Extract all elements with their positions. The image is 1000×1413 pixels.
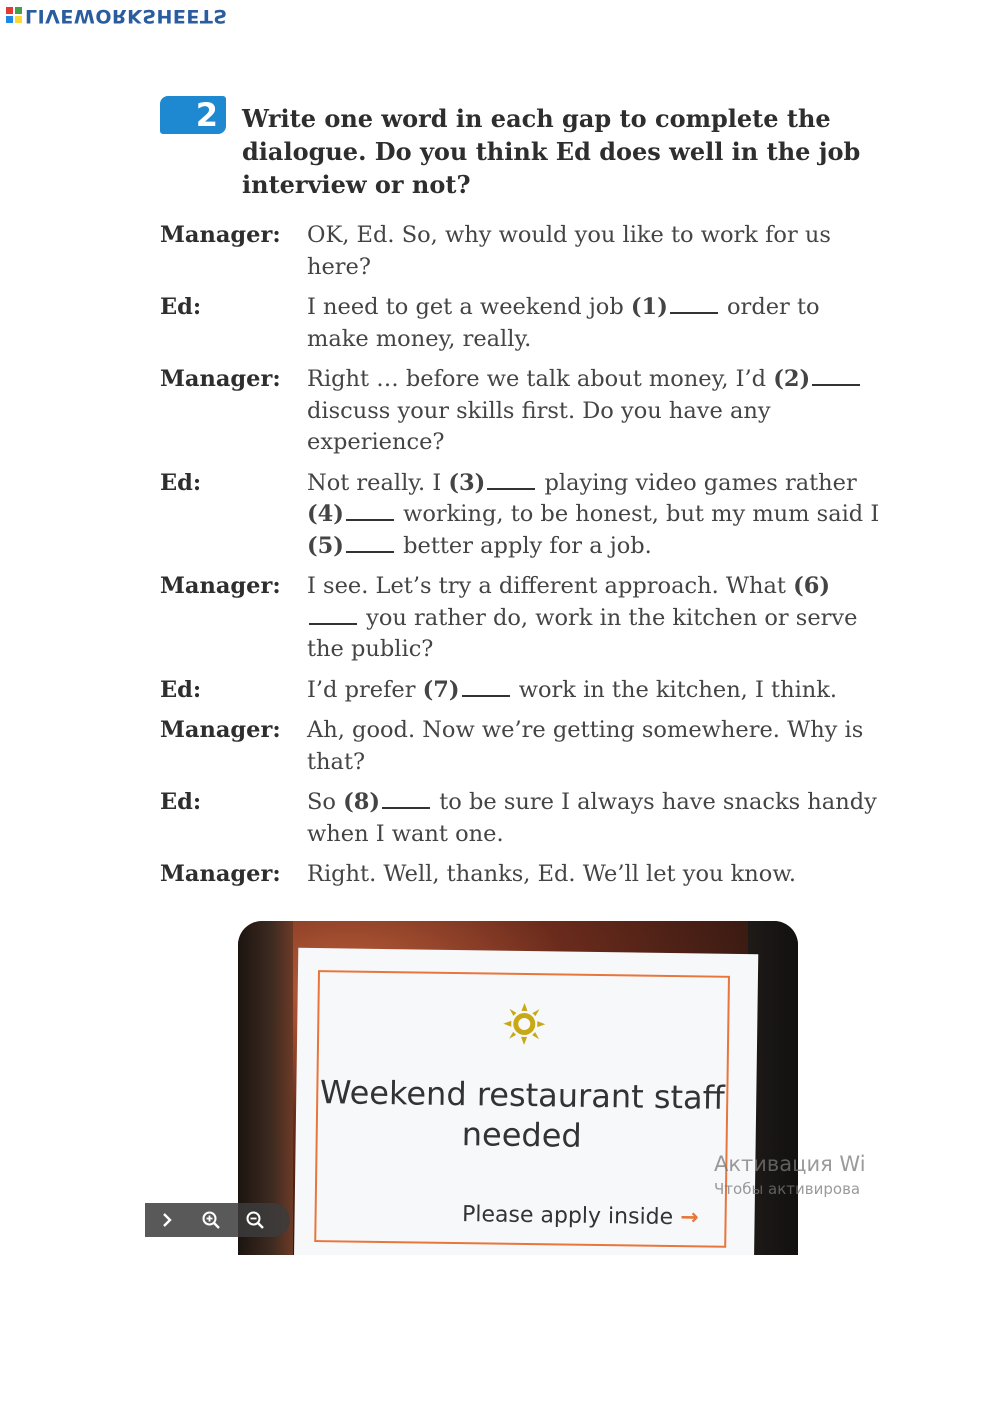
answer-gap[interactable] [462,677,510,697]
speaker-label: Ed: [160,294,202,320]
gap-number: (3) [448,469,486,496]
gap-number: (6) [793,573,831,599]
speech-fragment: better apply for a job. [395,532,652,559]
gap-number: (2) [773,366,811,392]
speech-fragment: work in the kitchen, I think. [511,676,838,703]
dialogue-line [160,859,880,891]
answer-gap[interactable] [382,789,430,809]
dialogue-line [160,571,880,666]
dialogue-line [160,715,880,778]
image-viewer-toolbar [145,1203,290,1237]
sun-icon [501,1001,548,1048]
arrow-right-icon: → [679,1205,699,1231]
gap-number: (1) [630,294,668,320]
dialogue-line [160,675,880,707]
gap-number: (8) [343,789,381,815]
task-number-badge: 2 [160,96,226,134]
speaker-label: Manager: [160,366,281,392]
speech-text [307,364,880,459]
speech-fragment: Not really. I [307,469,449,496]
speaker-label: Ed: [160,676,202,703]
logo-square [15,16,22,23]
speech-text [307,715,880,778]
watermark-line-1: Активация Wi [714,1152,866,1176]
chevron-right-icon [159,1211,175,1229]
sign-frame [314,970,730,1248]
answer-gap[interactable] [346,501,394,521]
speaker-label: Ed: [160,789,202,815]
speech-fragment: I see. Let’s try a different approach. What [307,573,794,599]
watermark-line-2: Чтобы активирова [714,1180,861,1198]
speech-fragment: Right … before we talk about money, I’d [307,366,774,392]
dialogue [160,220,880,900]
dialogue-line [160,292,880,355]
speech-fragment: you rather do, work in the kitchen or serve the public? [307,604,858,662]
dialogue-line [160,468,880,563]
logo-square [6,16,13,23]
logo-square [15,7,22,14]
speech-text [307,571,880,666]
speech-fragment: working, to be honest, but my mum said I [395,501,880,527]
gap-number: (4) [307,501,344,527]
next-button[interactable] [145,1203,189,1237]
sign-subtitle [462,1202,699,1230]
job-sign-photo [238,921,798,1255]
zoom-in-icon [201,1210,221,1230]
zoom-out-icon [245,1210,265,1230]
speech-fragment: So [307,789,344,815]
speech-fragment: order to make money, really. [307,294,820,352]
speech-text [307,859,796,891]
gap-number: (5) [307,532,344,559]
speech-fragment: Right. Well, thanks, Ed. We’ll let you know. [307,861,797,887]
zoom-out-button[interactable] [233,1203,277,1237]
speech-text [307,675,837,707]
speech-fragment: I’d prefer [307,676,423,703]
speech-text [307,292,880,355]
speech-text [307,220,880,283]
liveworksheets-logo[interactable] [6,4,228,26]
logo-squares-icon [6,7,22,23]
speaker-label: Manager: [160,717,281,743]
speech-fragment: playing video games rather [537,469,857,496]
speech-text [307,787,880,850]
gap-number: (7) [422,676,460,703]
sign-title: Weekend restaurant staff needed [319,1073,725,1155]
speech-fragment: I need to get a weekend job [307,294,631,320]
answer-gap[interactable] [670,294,718,314]
speaker-label: Ed: [160,469,202,496]
dialogue-line [160,364,880,459]
logo-square [6,7,13,14]
speech-fragment: Ah, good. Now we’re getting somewhere. Why is that? [307,717,864,775]
zoom-in-button[interactable] [189,1203,233,1237]
answer-gap[interactable] [346,533,394,553]
task-instruction: Write one word in each gap to complete the dialogue. Do you think Ed does well in the job interview or not? [242,104,861,199]
speech-fragment: discuss your skills first. Do you have any experience? [307,397,771,455]
speech-fragment: OK, Ed. So, why would you like to work for us here? [307,222,831,280]
answer-gap[interactable] [812,366,860,386]
logo-text: LIVEWORKSHEETS [25,4,228,27]
dialogue-line [160,787,880,850]
answer-gap[interactable] [487,470,535,490]
sign-paper [294,948,759,1255]
speech-fragment: to be sure I always have snacks handy when I want one. [307,789,877,847]
speaker-label: Manager: [160,573,281,599]
speech-text [307,468,880,563]
dialogue-line [160,220,880,283]
speaker-label: Manager: [160,861,281,887]
answer-gap[interactable] [309,605,357,625]
speaker-label: Manager: [160,222,281,248]
windows-activation-watermark [714,1150,882,1200]
sign-subtitle-text: Please apply inside [461,1202,674,1231]
